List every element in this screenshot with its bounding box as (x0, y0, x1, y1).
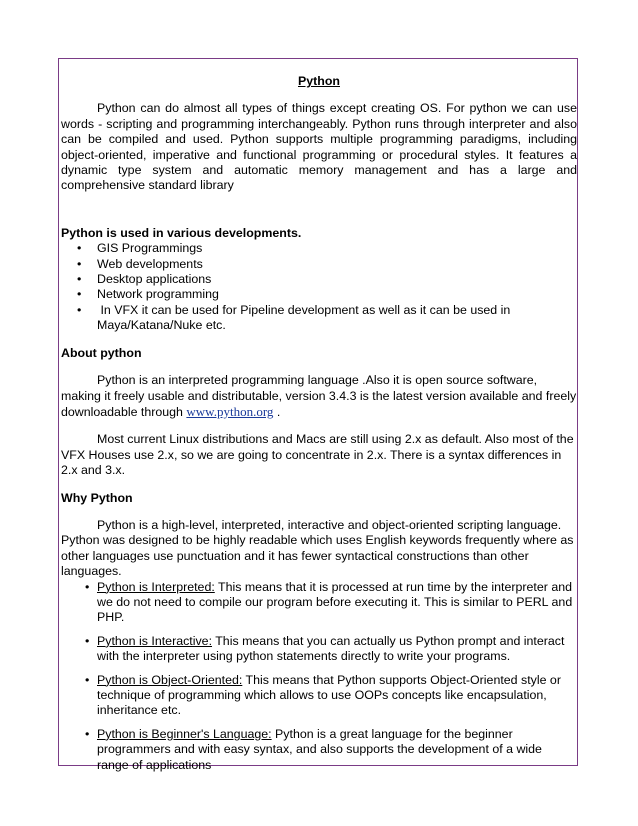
why-list (61, 580, 577, 773)
list-item: • Desktop applications (77, 272, 212, 287)
bullet-icon: • (85, 726, 90, 741)
document-body (61, 74, 577, 781)
bullet-icon: • (77, 302, 82, 317)
list-item: • GIS Programmings (77, 241, 203, 256)
list-item: • Python is Interpreted: This means that it is processed at run time by the interpreter and we do not need to compile our program before executing it. This is similar to PERL and PHP. (85, 579, 573, 625)
bullet-icon: • (85, 672, 90, 687)
bullet-icon: • (77, 241, 82, 256)
list-item: • In VFX it can be used for Pipeline development as well as it can be used in Maya/Katana/Nuke etc. (77, 302, 514, 333)
list-item: • Python is Interactive: This means that you can actually us Python prompt and interact with the interpreter using python statements directly to write your programs. (85, 633, 565, 664)
intro-paragraph: Python can do almost all types of things except creating OS. For python we can use words - scripting and programming interchangeably. Python runs through interpreter and also can be compiled and used. Python supports multiple programming paradigms, including object-oriented, imperative and functional programming or procedural styles. It features a dynamic type system and automatic memory management and has a large and comprehensive standard library (61, 101, 577, 193)
bullet-icon: • (77, 287, 82, 302)
bullet-icon: • (77, 272, 82, 287)
bullet-icon: • (85, 579, 90, 594)
list-item: • Network programming (77, 287, 219, 302)
document-title: Python (298, 74, 340, 88)
python-org-link[interactable]: www.python.org (186, 403, 274, 419)
list-item: • Web developments (77, 256, 203, 271)
uses-heading: Python is used in various developments. (61, 225, 302, 240)
about-paragraph-2: Most current Linux distributions and Macs are still using 2.x as default. Also most of the VFX Houses use 2.x, so we are going to concentrate in 2.x. There is a syntax differences in 2.x and 3.x. (61, 432, 574, 478)
bullet-icon: • (77, 256, 82, 271)
about-paragraph-1: Python is an interpreted programming language .Also it is open source software, making it freely usable and distributable, version 3.4.3 is the latest version available and freely downloadable through www.python.org . (61, 373, 577, 419)
about-heading: About python (61, 345, 142, 360)
list-item: • Python is Object-Oriented: This means that Python supports Object-Oriented style or technique of programming which allows to use OOPs concepts like encapsulation, inheritance etc. (85, 672, 561, 718)
bullet-icon: • (85, 633, 90, 648)
why-heading: Why Python (61, 490, 133, 505)
list-item: • Python is Beginner's Language: Python is a great language for the beginner programmers and with easy syntax, and also supports the development of a wide range of applications (85, 726, 542, 772)
uses-list (61, 241, 577, 333)
why-intro-paragraph: Python is a high-level, interpreted, interactive and object-oriented scripting language. Python was designed to be highly readable which uses English keywords frequently where as other languages use punctuation and it has fewer syntactical constructions than other languages. (61, 517, 574, 579)
